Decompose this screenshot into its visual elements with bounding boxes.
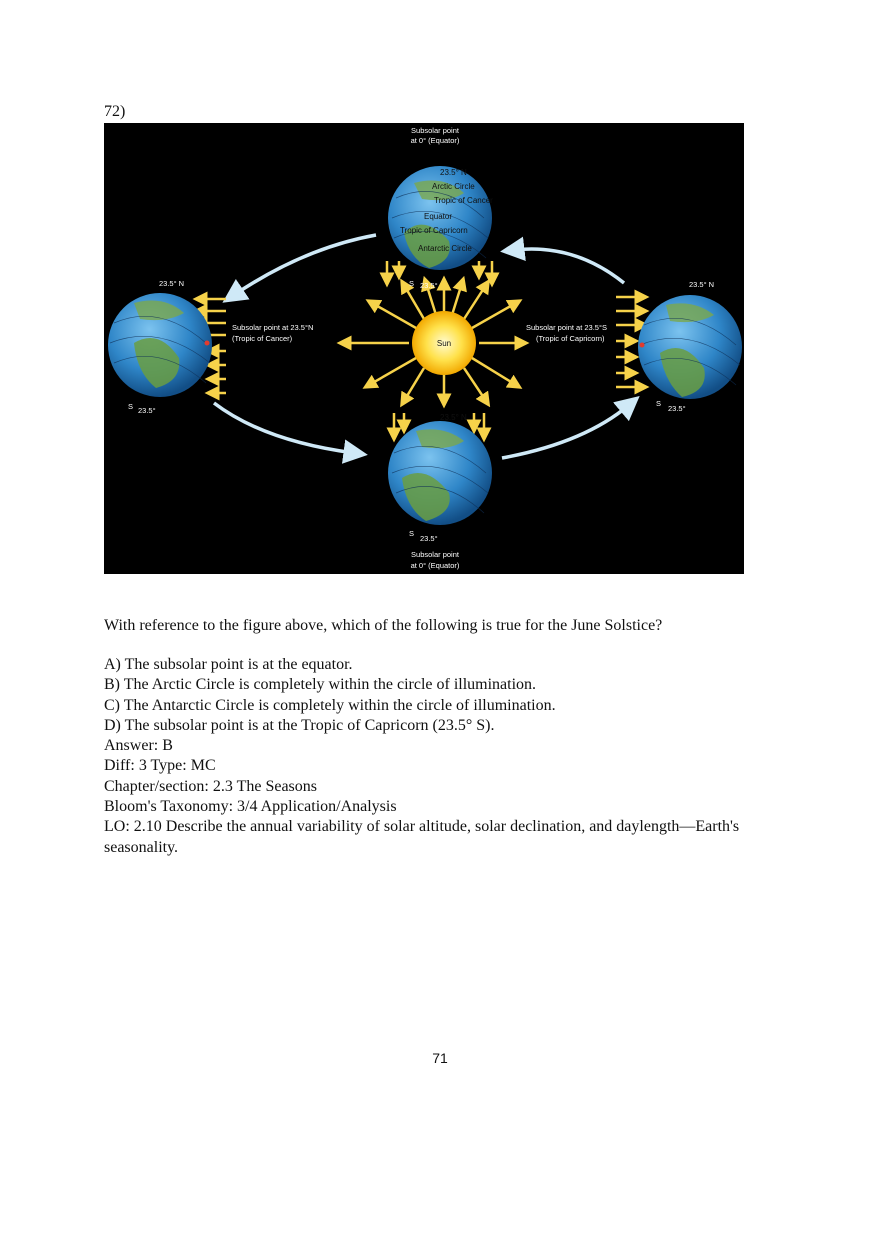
top-tilt-deg: 23.5°: [420, 281, 438, 290]
right-label-1: Subsolar point at 23.5°S: [526, 323, 607, 332]
right-tilt-deg: 23.5°: [668, 404, 686, 413]
bottom-tilt-s: S: [409, 529, 415, 538]
left-label-1: Subsolar point at 23.5°N: [232, 323, 314, 332]
question-text: With reference to the figure above, which of the following is true for the June Solstice?: [104, 617, 663, 634]
option-c: C) The Antarctic Circle is completely within the circle of illumination.: [104, 696, 556, 714]
bottom-label-2: at 0° (Equator): [410, 561, 460, 570]
seasons-figure: [104, 123, 744, 574]
top-tilt-s: S: [409, 279, 415, 288]
globe-left: [108, 293, 212, 397]
bottom-tilt-deg: 23.5°: [420, 534, 438, 543]
right-tilt-s: S: [656, 399, 662, 408]
sun-label: Sun: [436, 339, 452, 348]
learning-objective: LO: 2.10 Describe the annual variability of solar altitude, solar declination, and daylength—Earth's seasonality.: [104, 818, 740, 856]
svg-text:23.5° N: 23.5° N: [440, 168, 467, 177]
right-tilt-n: 23.5° N: [689, 280, 715, 289]
answer: Answer: B: [104, 737, 173, 755]
svg-text:Tropic of Capricorn: Tropic of Capricorn: [400, 226, 468, 235]
svg-text:23.5° N: 23.5° N: [440, 413, 467, 422]
top-label-2: at 0° (Equator): [410, 136, 460, 145]
left-tilt-s: S: [128, 402, 134, 411]
difficulty-type: Diff: 3 Type: MC: [104, 757, 216, 775]
left-tilt-deg: 23.5°: [138, 406, 156, 415]
right-label-2: (Tropic of Capricorn): [536, 334, 605, 343]
svg-text:Tropic of Cancer: Tropic of Cancer: [434, 196, 493, 205]
svg-text:Arctic Circle: Arctic Circle: [432, 182, 475, 191]
left-tilt-n: 23.5° N: [159, 279, 185, 288]
option-d: D) The subsolar point is at the Tropic of Capricorn (23.5° S).: [104, 716, 495, 734]
blooms-taxonomy: Bloom's Taxonomy: 3/4 Application/Analysis: [104, 798, 397, 816]
question-body: [104, 655, 764, 858]
bottom-label-1: Subsolar point: [411, 550, 459, 559]
option-a: A) The subsolar point is at the equator.: [104, 656, 353, 673]
globe-right: [638, 295, 742, 399]
left-label-2: (Tropic of Cancer): [232, 334, 293, 343]
top-label-1: Subsolar point: [411, 126, 459, 135]
question-number: 72): [104, 103, 126, 120]
svg-text:Equator: Equator: [424, 212, 453, 221]
page-number: 71: [432, 1050, 448, 1066]
svg-text:Antarctic Circle: Antarctic Circle: [418, 244, 472, 253]
option-b: B) The Arctic Circle is completely within the circle of illumination.: [104, 676, 537, 694]
chapter-section: Chapter/section: 2.3 The Seasons: [104, 777, 317, 795]
globe-bottom: [388, 413, 492, 525]
